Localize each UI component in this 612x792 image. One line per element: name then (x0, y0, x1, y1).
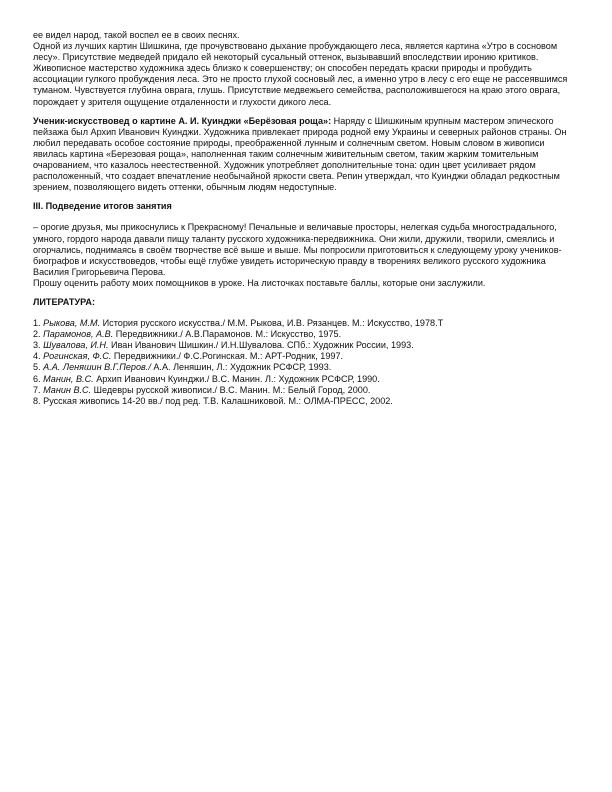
section3-paragraph-2: Прошу оценить работу моих помощников в уроке. На листочках поставьте баллы, которые они заслужили. (33, 277, 486, 288)
intro-paragraph-1: ее видел народ, такой воспел ее в своих песнях. (33, 30, 240, 40)
literature-item: 7. Манин В.С. Шедевры русской живописи./ В.С. Манин. М.: Белый Город, 2000. (33, 384, 371, 395)
literature-list (33, 318, 581, 407)
literature-item: 2. Парамонов, А.В. Передвижники./ А.В.Парамонов. М.: Искусство, 1975. (33, 329, 342, 340)
literature-author: Рыкова, М.М. (43, 318, 101, 329)
kuindzhi-text: Наряду с Шишкиным крупным мастером эпического пейзажа был Архип Иванович Куинджи. Художника привлекает природа родной ему Украины и северных районов страны. Он любил передавать особое состояние природы, преображенной лунным и солнечным светом. Новым словом в живописи явилась картина «Березовая роща», наполненная таким солнечным живительным светом, таким жарким томительным очарованием, что казалось неестественной. Художник употребляет дополнительные тона: один цвет усиливает рядом расположенный, что создает впечатление необычайной яркости света. Репин утверждал, что Куинджи обладал редкостным зрением, позволяющего видеть оттенки, обычным людям недоступные. (33, 115, 567, 193)
intro-paragraph-3: Живописное мастерство художника здесь близко к совершенству; он способен передать краски природы и пробудить ассоциации гулкого пробуждения леса. Это не просто глухой сосновый лес, а именно утро в лесу с его еще не рассеявшимся туманом. Чувствуется глубина оврага, глушь. Присутствие медвежьего семейства, расположившегося на краю этого оврага, порождает у зрителя ощущение отдаленности и глухости дикого леса. (33, 63, 568, 107)
literature-item: 1. Рыкова, М.М. История русского искусства./ М.М. Рыкова, И.В. Рязанцев. М.: Искусство, 1978.Т (33, 318, 444, 329)
section3-heading: III. Подведение итогов занятия (33, 201, 172, 212)
document-page (33, 30, 581, 407)
intro-paragraph-2: Одной из лучших картин Шишкина, где прочувствовано дыхание пробуждающего леса, является картина «Утро в сосновом лесу». Присутствие медведей придало ей некоторый сусальный оттенок, вызывавший впоследствии иронию критиков. (33, 41, 558, 63)
literature-item: 4. Рогинская, Ф.С. Передвижники./ Ф.С.Рогинская. М.: АРТ-Родник, 1997. (33, 351, 344, 362)
literature-item: 8. Русская живопись 14-20 вв./ под ред. Т.В. Калашниковой. М.: ОЛМА-ПРЕСС, 2002. (33, 395, 393, 406)
literature-item: 5. А.А. Леняшин В.Г.Перов./ А.А. Леняшин, Л.: Художник РСФСР, 1993. (33, 362, 332, 373)
section3-paragraph-1: – орогие друзья, мы прикоснулись к Прекрасному! Печальные и величавые просторы, нелегкая судьба многострадального, умного, гордого народа давали пищу таланту русского художника-передвижника. Они жили, дружили, творили, смеялись и огорчались, поднимаясь в своём творчестве всё выше и выше. Мы попросили приготовиться к следующему уроку учеников-биографов и искусствоведов, чтобы ещё глубже увидеть историческую правду в творениях великого русского художника Василия Григорьевича Перова. (33, 222, 562, 277)
kuindzhi-paragraph (33, 116, 581, 194)
literature-heading: ЛИТЕРАТУРА: (33, 296, 95, 307)
literature-item: 6. Манин, В.С. Архип Иванович Куинджи./ В.С. Манин. Л.: Художник РСФСР, 1990. (33, 373, 380, 384)
literature-author: Парамонов, А.В. (43, 329, 114, 340)
literature-author: Манин, В.С. (43, 373, 94, 384)
literature-author: Манин В.С. (43, 384, 92, 395)
literature-author: А.А. Леняшин В.Г.Перов./ (43, 362, 151, 373)
literature-author: Рогинская, Ф.С. (43, 351, 112, 362)
literature-author: Шувалова, И.Н. (43, 340, 109, 351)
literature-item: 3. Шувалова, И.Н. Иван Иванович Шишкин./ И.Н.Шувалова. СПб.: Художник России, 1993. (33, 340, 414, 351)
kuindzhi-lead: Ученик-искусствовед о картине А. И. Куинджи «Берёзовая роща»: (33, 115, 332, 126)
